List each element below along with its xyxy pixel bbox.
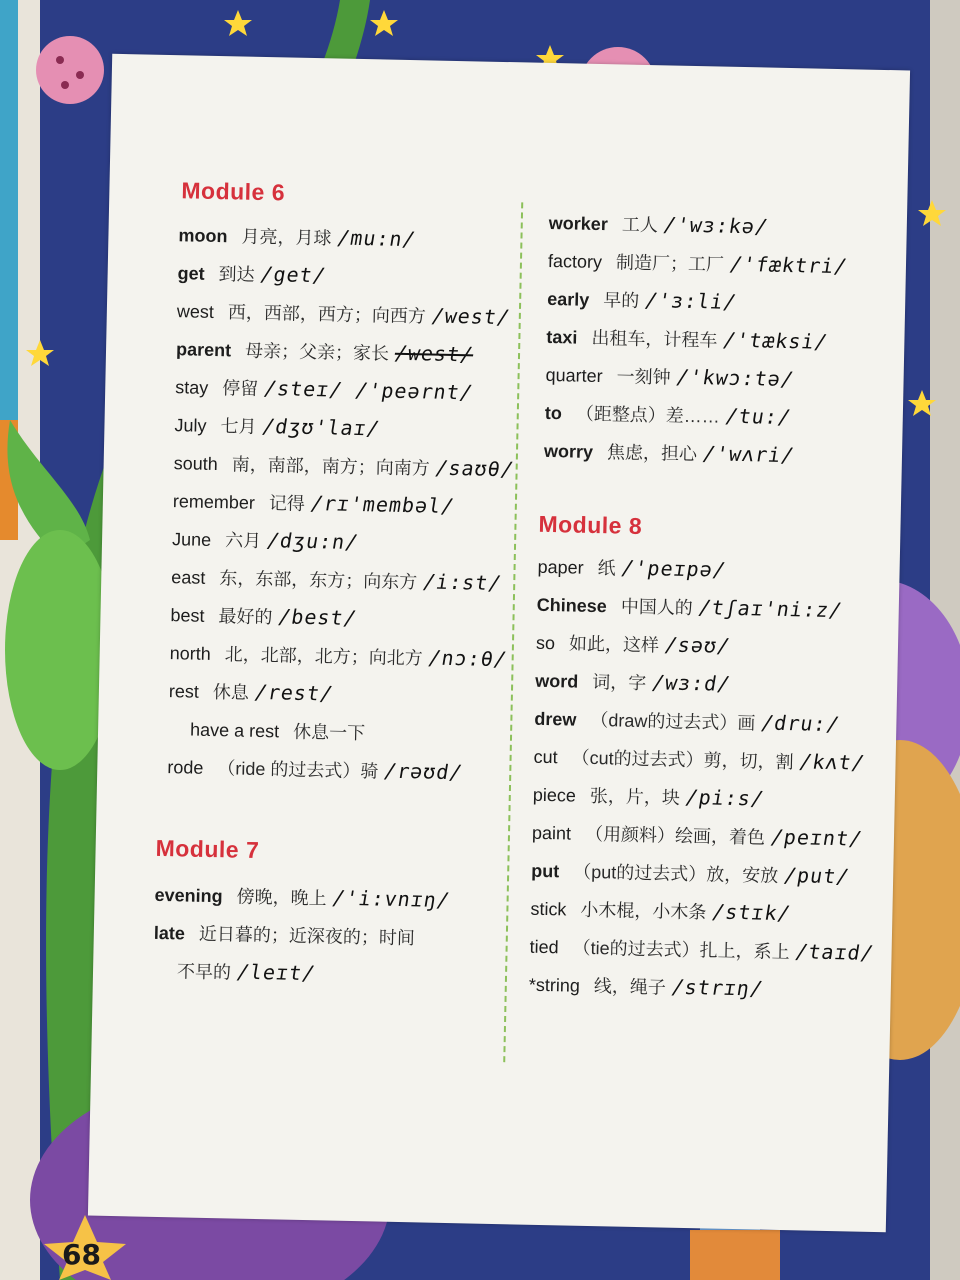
- entry-phonetic: /steɪ/ /'peərnt/: [262, 376, 475, 405]
- entry-phonetic: /stɪk/: [710, 899, 793, 926]
- entry-worry: [544, 437, 795, 468]
- entry-phonetic: /get/: [258, 261, 328, 288]
- entry-word: remember: [172, 491, 256, 513]
- entry-word: Chinese: [536, 594, 608, 617]
- entry-word: west: [176, 301, 215, 322]
- entry-phonetic: /'peɪpə/: [619, 555, 728, 582]
- entry-word: evening: [154, 884, 223, 907]
- entry-phonetic: /taɪd/: [793, 939, 876, 965]
- entry-word: to: [544, 402, 563, 424]
- entry-phonetic: /səʊ/: [663, 632, 733, 658]
- entry-word: stick: [530, 898, 567, 920]
- entry-worker: [549, 209, 769, 240]
- entry-meaning: 一刻钟: [616, 366, 671, 388]
- entry-meaning: 中国人的: [620, 596, 694, 619]
- entry-stay: [175, 373, 473, 405]
- entry-so: [536, 629, 731, 659]
- entry-word: east: [171, 567, 206, 588]
- entry-july: [174, 411, 380, 441]
- entry-meaning: 工人: [621, 214, 659, 236]
- entry-phonetic: /i:st/: [421, 569, 504, 596]
- entry-word: word: [535, 670, 579, 692]
- entry-phonetic: /'ɜ:li/: [643, 288, 739, 314]
- entry-meaning: 制造厂；工厂: [615, 252, 725, 275]
- entry-meaning: 西，西部，西方；向西方: [227, 302, 427, 327]
- entry-word: early: [547, 288, 590, 310]
- entry-phonetic: /'kwɔ:tə/: [674, 364, 796, 392]
- entry-chinese: [537, 591, 843, 623]
- entry-factory: [548, 247, 848, 279]
- entry-meaning: 近日暮的；近深夜的；时间: [198, 923, 416, 949]
- module-7-heading: Module 7: [155, 834, 260, 864]
- entry-meaning: 六月: [224, 530, 262, 551]
- module-6-heading: Module 6: [181, 177, 286, 206]
- entry-word: July: [174, 415, 207, 436]
- entry-meaning: 停留: [222, 378, 259, 399]
- entry-piece: [533, 781, 765, 812]
- entry-word: worry: [543, 440, 594, 462]
- vocabulary-page: [88, 54, 910, 1232]
- strawberry-icon: [36, 36, 104, 104]
- entry-quarter: [545, 361, 794, 392]
- entry-word: rode: [167, 757, 204, 778]
- entry-phonetic: /'wʌri/: [701, 441, 797, 468]
- entry-meaning: 休息: [212, 682, 250, 703]
- entry-phonetic: /'fæktri/: [728, 251, 850, 279]
- entry-have-a-rest: [190, 716, 372, 746]
- entry-meaning: （ride 的过去式）骑: [217, 758, 379, 782]
- entry-put: [531, 857, 850, 890]
- entry-phonetic: /saʊθ/: [433, 455, 516, 482]
- entry-phonetic: /leɪt/: [235, 959, 318, 986]
- entry-meaning: 休息一下: [292, 721, 366, 744]
- entry-word-word: [535, 667, 731, 697]
- entry-word: drew: [534, 708, 577, 730]
- entry-meaning: 不早的: [176, 961, 232, 983]
- entry-word: best: [170, 605, 205, 626]
- entry-south: [173, 449, 514, 482]
- entry-get: [177, 259, 326, 288]
- entry-phonetic: /pi:s/: [683, 784, 767, 811]
- entry-meaning: 南，南部，南方；向南方: [231, 454, 430, 479]
- entry-phonetic: /nɔ:θ/: [426, 645, 509, 672]
- entry-word: quarter: [545, 364, 603, 387]
- entry-to: [545, 399, 792, 430]
- entry-phonetic: /'wɜ:kə/: [661, 212, 771, 239]
- entry-remember: [173, 487, 455, 519]
- entry-moon: [178, 221, 416, 252]
- entry-word: parent: [175, 339, 232, 361]
- entry-word: June: [171, 529, 212, 550]
- entry-word: moon: [178, 225, 228, 247]
- entry-meaning: （cut的过去式）剪，切，割: [571, 747, 794, 773]
- entry-meaning: （距整点）差……: [575, 403, 720, 427]
- entry-meaning: 如此，这样: [568, 633, 660, 656]
- entry-phonetic: /wɜ:d/: [650, 670, 733, 696]
- entry-word: *string: [528, 974, 581, 996]
- entry-word: piece: [532, 784, 577, 806]
- entry-late-continued: [177, 957, 316, 986]
- entry-meaning: 小木棍，小木条: [580, 899, 707, 923]
- entry-word: stay: [175, 377, 209, 398]
- entry-word: paper: [537, 556, 584, 578]
- entry-meaning: 记得: [268, 493, 306, 514]
- entry-word: south: [173, 453, 218, 475]
- page-number: 68: [62, 1238, 101, 1271]
- entry-phonetic: /west/: [429, 303, 513, 330]
- entry-word: tied: [529, 936, 559, 958]
- entry-early: [547, 285, 737, 315]
- entry-word: north: [169, 643, 211, 664]
- entry-meaning: 早的: [603, 290, 640, 311]
- entry-meaning: 出租车，计程车: [591, 327, 718, 351]
- entry-meaning: 线，绳子: [593, 976, 667, 998]
- entry-meaning: 到达: [218, 264, 255, 285]
- entry-late: [154, 919, 422, 951]
- entry-phonetic: /mu:n/: [335, 225, 418, 252]
- entry-word: factory: [547, 250, 603, 273]
- entry-phonetic: /tu:/: [723, 403, 793, 430]
- entry-meaning: （draw的过去式）画: [590, 709, 756, 734]
- entry-west: [177, 297, 511, 330]
- entry-meaning: 东，东部，东方；向东方: [219, 568, 418, 593]
- entry-phonetic: /put/: [782, 863, 852, 889]
- entry-meaning: 最好的: [218, 606, 273, 628]
- entry-north: [169, 639, 507, 672]
- entry-word: paint: [531, 822, 572, 844]
- entry-stick: [530, 895, 791, 926]
- entry-meaning: （put的过去式）放，安放: [573, 861, 779, 886]
- entry-meaning: 张，片，块: [589, 785, 681, 808]
- entry-june: [172, 525, 359, 555]
- entry-meaning: 月亮，月球: [241, 226, 332, 249]
- entry-phonetic: /dʒʊ'laɪ/: [260, 414, 382, 441]
- entry-phonetic: /rest/: [253, 679, 336, 706]
- entry-word: worker: [548, 212, 609, 235]
- entry-word: taxi: [546, 326, 578, 348]
- entry-meaning: 母亲；父亲；家长: [244, 340, 390, 364]
- entry-rest: [169, 677, 334, 706]
- entry-rode: [167, 753, 463, 785]
- entry-word: late: [153, 922, 186, 944]
- entry-word: so: [535, 632, 556, 654]
- entry-word: have a rest: [189, 719, 280, 742]
- entry-phonetic: /best/: [276, 604, 359, 630]
- entry-taxi: [546, 323, 828, 355]
- entry-phonetic-crossed: /west/: [393, 340, 476, 367]
- entry-phonetic: /peɪnt/: [769, 824, 865, 851]
- entry-meaning: 傍晚，晚上: [236, 886, 327, 909]
- entry-word: put: [531, 860, 560, 882]
- entry-tied: [529, 933, 874, 966]
- entry-word: cut: [533, 746, 558, 768]
- entry-phonetic: /rəʊd/: [382, 758, 465, 785]
- entry-east: [171, 563, 502, 596]
- column-divider: [503, 202, 523, 1062]
- entry-paint: [532, 819, 863, 852]
- module-8-heading: Module 8: [538, 510, 643, 539]
- entry-word: get: [177, 263, 205, 284]
- entry-phonetic: /strɪŋ/: [669, 974, 766, 1001]
- entry-phonetic: /kʌt/: [797, 749, 867, 775]
- entry-meaning: （用颜料）绘画，着色: [584, 823, 766, 848]
- entry-phonetic: /dʒu:n/: [265, 528, 361, 554]
- entry-meaning: （tie的过去式）扎上，系上: [572, 937, 790, 963]
- entry-meaning: 北，北部，北方；向北方: [224, 644, 423, 669]
- entry-paper: [537, 553, 726, 583]
- entry-word: rest: [168, 681, 200, 702]
- entry-cut: [533, 743, 865, 776]
- entry-phonetic: /rɪ'membəl/: [308, 491, 457, 518]
- entry-evening: [154, 881, 450, 913]
- entry-phonetic: /dru:/: [759, 710, 842, 737]
- entry-meaning: 词，字: [591, 671, 647, 694]
- entry-phonetic: /'tæksi/: [721, 327, 830, 354]
- entry-meaning: 七月: [220, 416, 257, 437]
- entry-best: [170, 601, 357, 631]
- entry-drew: [534, 705, 840, 737]
- entry-phonetic: /tʃaɪ'ni:z/: [696, 595, 845, 623]
- entry-parent: [176, 335, 474, 367]
- entry-string: [529, 971, 764, 1002]
- entry-phonetic: /'i:vnɪŋ/: [330, 885, 452, 912]
- entry-meaning: 焦虑，担心: [606, 442, 698, 465]
- entry-meaning: 纸: [597, 558, 616, 579]
